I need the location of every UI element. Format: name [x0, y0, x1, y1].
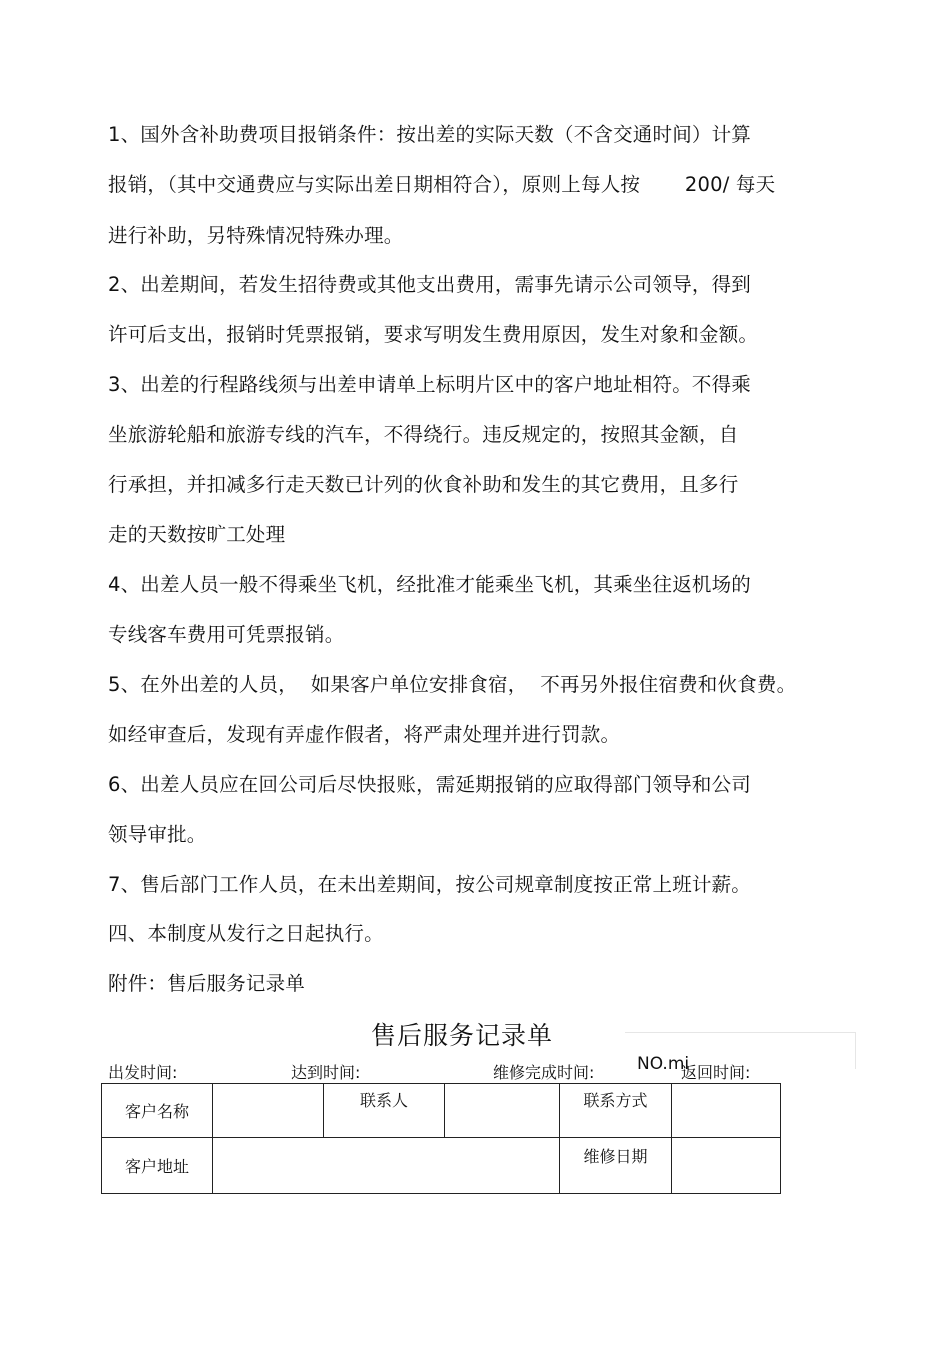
body-line-18: 附件：售后服务记录单	[108, 972, 306, 995]
body-line-4: 2、出差期间，若发生招待费或其他支出费用，需事先请示公司领导，得到	[108, 273, 752, 296]
body-line-5: 许可后支出，报销时凭票报销，要求写明发生费用原因，发生对象和金额。	[108, 323, 759, 346]
body-line-17: 四、本制度从发行之日起执行。	[108, 922, 384, 945]
repair-done-time-label: 维修完成时间:	[493, 1063, 595, 1082]
body-line-2: 报销，（其中交通费应与实际出差日期相符合），原则上每人按 200/ 每天	[108, 173, 776, 196]
table-row	[102, 1084, 781, 1138]
form-number: NO.mi	[637, 1054, 690, 1074]
contact-person-cell[interactable]	[445, 1084, 560, 1138]
body-line-15: 领导审批。	[108, 823, 207, 846]
return-time-label: 返回时间:	[681, 1063, 751, 1082]
body-line-7: 坐旅游轮船和旅游专线的汽车，不得绕行。违反规定的，按照其金额，自	[108, 423, 739, 446]
body-line-3: 进行补助，另特殊情况特殊办理。	[108, 224, 404, 247]
customer-address-cell[interactable]	[213, 1138, 560, 1194]
customer-name-label: 客户名称	[102, 1084, 213, 1138]
contact-method-label: 联系方式	[560, 1084, 672, 1138]
contact-person-label: 联系人	[324, 1084, 445, 1138]
body-line-6: 3、出差的行程路线须与出差申请单上标明片区中的客户地址相符。不得乘	[108, 373, 752, 396]
body-line-9: 走的天数按旷工处理	[108, 523, 286, 546]
body-line-12: 5、在外出差的人员， 如果客户单位安排食宿， 不再另外报住宿费和伙食费。	[108, 673, 797, 696]
repair-date-cell[interactable]	[672, 1138, 781, 1194]
repair-date-label: 维修日期	[560, 1138, 672, 1194]
depart-time-label: 出发时间:	[108, 1063, 178, 1082]
body-line-10: 4、出差人员一般不得乘坐飞机，经批准才能乘坐飞机，其乘坐往返机场的	[108, 573, 752, 596]
table-row	[102, 1138, 781, 1194]
body-line-11: 专线客车费用可凭票报销。	[108, 623, 345, 646]
body-line-1: 1、国外含补助费项目报销条件：按出差的实际天数（不含交通时间）计算	[108, 123, 752, 146]
customer-name-cell[interactable]	[213, 1084, 324, 1138]
body-line-13: 如经审查后，发现有弄虚作假者，将严肃处理并进行罚款。	[108, 723, 621, 746]
body-line-8: 行承担，并扣减多行走天数已计列的伙食补助和发生的其它费用，且多行	[108, 473, 739, 496]
arrive-time-label: 达到时间:	[291, 1063, 361, 1082]
form-title: 售后服务记录单	[371, 1021, 554, 1050]
body-line-14: 6、出差人员应在回公司后尽快报账，需延期报销的应取得部门领导和公司	[108, 773, 752, 796]
customer-address-label: 客户地址	[102, 1138, 213, 1194]
service-record-table	[101, 1083, 781, 1194]
contact-method-cell[interactable]	[672, 1084, 781, 1138]
body-line-16: 7、售后部门工作人员，在未出差期间，按公司规章制度按正常上班计薪。	[108, 873, 752, 896]
